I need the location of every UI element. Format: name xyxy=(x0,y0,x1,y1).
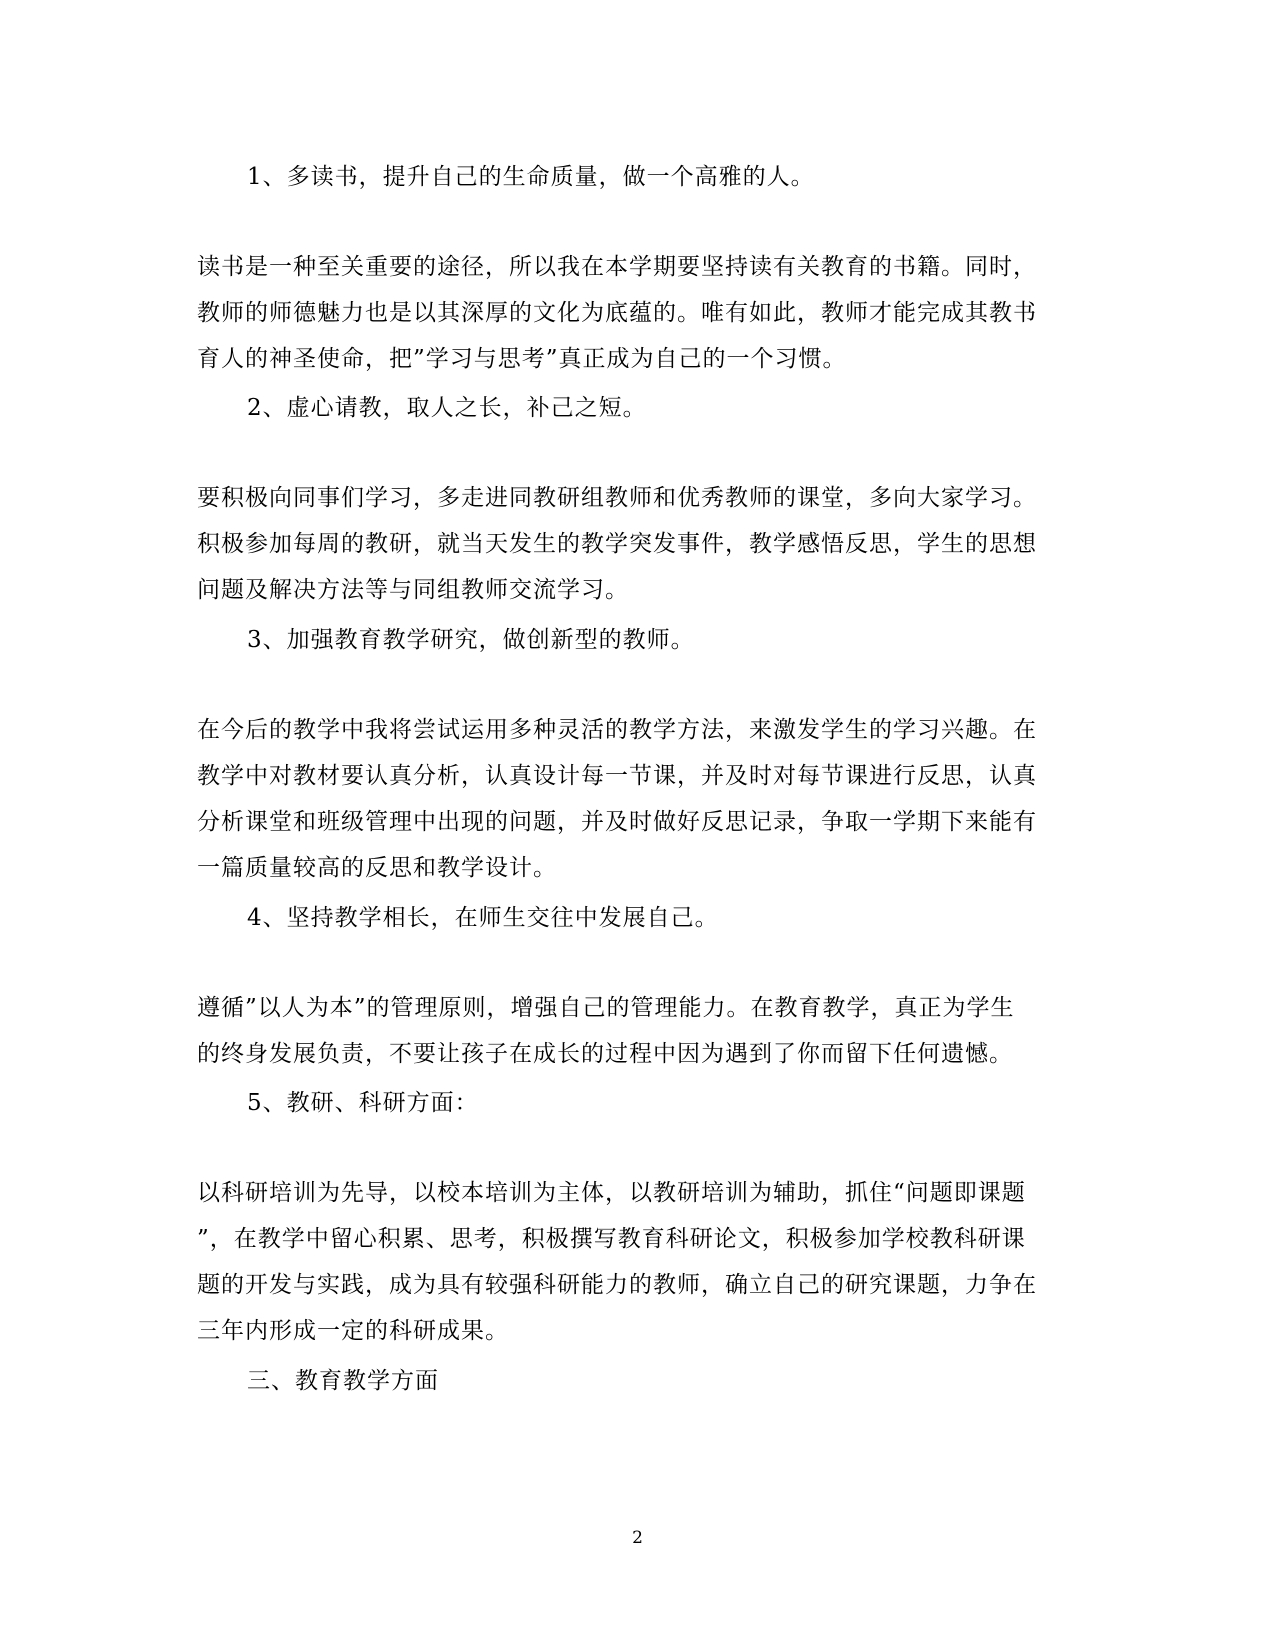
page-number: 2 xyxy=(632,1528,643,1548)
paragraph-line: 遵循”以人为本”的管理原则，增强自己的管理能力。在教育教学，真正为学生 xyxy=(197,995,1015,1021)
section-heading-3: 3、加强教育教学研究，做创新型的教师。 xyxy=(247,627,695,653)
paragraph-line: 在今后的教学中我将尝试运用多种灵活的教学方法，来激发学生的学习兴趣。在 xyxy=(197,717,1037,743)
paragraph-line: 以科研培训为先导，以校本培训为主体，以教研培训为辅助，抓住“问题即课题 xyxy=(197,1180,1026,1206)
paragraph-line: 积极参加每周的教研，就当天发生的教学突发事件，教学感悟反思，学生的思想 xyxy=(197,531,1037,557)
paragraph-line: 的终身发展负责，不要让孩子在成长的过程中因为遇到了你而留下任何遗憾。 xyxy=(197,1041,1013,1067)
paragraph-line: 一篇质量较高的反思和教学设计。 xyxy=(197,855,557,881)
paragraph-line: 教师的师德魅力也是以其深厚的文化为底蕴的。唯有如此，教师才能完成其教书 xyxy=(197,300,1037,326)
paragraph-line: 要积极向同事们学习，多走进同教研组教师和优秀教师的课堂，多向大家学习。 xyxy=(197,485,1037,511)
paragraph-line: 育人的神圣使命，把”学习与思考”真正成为自己的一个习惯。 xyxy=(197,346,847,372)
paragraph-line: 题的开发与实践，成为具有较强科研能力的教师，确立自己的研究课题，力争在 xyxy=(197,1272,1037,1298)
section-heading-4: 4、坚持教学相长，在师生交往中发展自己。 xyxy=(247,905,719,931)
paragraph-line: 问题及解决方法等与同组教师交流学习。 xyxy=(197,577,629,603)
paragraph-line: ”，在教学中留心积累、思考，积极撰写教育科研论文，积极参加学校教科研课 xyxy=(197,1226,1026,1252)
section-heading-1: 1、多读书，提升自己的生命质量，做一个高雅的人。 xyxy=(247,164,815,190)
section-heading-5: 5、教研、科研方面： xyxy=(247,1090,479,1116)
section-heading-6: 三、教育教学方面 xyxy=(247,1368,439,1394)
paragraph-line: 分析课堂和班级管理中出现的问题，并及时做好反思记录，争取一学期下来能有 xyxy=(197,809,1037,835)
paragraph-line: 教学中对教材要认真分析，认真设计每一节课，并及时对每节课进行反思，认真 xyxy=(197,763,1037,789)
paragraph-line: 读书是一种至关重要的途径，所以我在本学期要坚持读有关教育的书籍。同时， xyxy=(197,254,1037,280)
paragraph-line: 三年内形成一定的科研成果。 xyxy=(197,1318,509,1344)
section-heading-2: 2、虚心请教，取人之长，补己之短。 xyxy=(247,395,647,421)
